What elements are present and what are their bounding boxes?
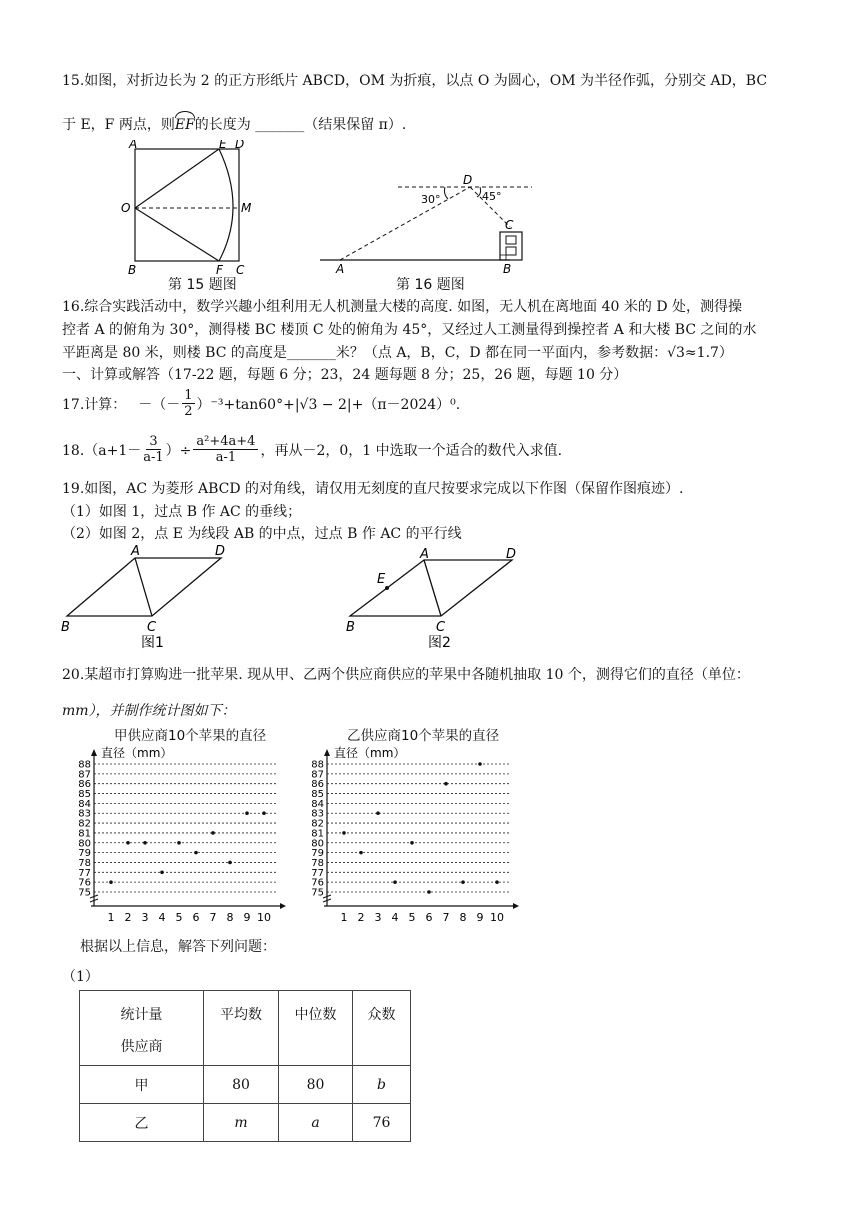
q16-label-45: 45° [482, 190, 502, 203]
q16-line3: 平距离是 80 米，则楼 BC 的高度是_______米？（点 A，B，C，D 都在同一平面内，参考数据：√3≈1.7） [62, 345, 733, 361]
x-tick-label: 4 [158, 911, 166, 922]
y-tick-label: 83 [311, 808, 324, 820]
table-row [80, 1104, 411, 1142]
q15-line2-post: 的长度为 _______（结果保留 π）. [194, 117, 407, 133]
q19-line1: 19.如图，AC 为菱形 ABCD 的对角线，请仅用无刻度的直尺按要求完成以下作图（保留作图痕迹）. [62, 481, 684, 497]
data-point [177, 841, 181, 845]
table-header-mode: 众数 [353, 991, 411, 1066]
table-row [80, 1066, 411, 1104]
fig2-label-E: E [377, 572, 386, 587]
fig2-label-C: C [436, 620, 446, 635]
y-tick-label: 86 [78, 779, 91, 791]
q17-pre: 17.计算： [62, 396, 127, 413]
q15-label-F: F [216, 263, 223, 277]
q19-figure2 [340, 540, 530, 652]
q16-line1: 16.综合实践活动中，数学兴趣小组利用无人机测量大楼的高度. 如图，无人机在离地面 40 米的 D 处，测得操 [62, 299, 743, 315]
x-tick-label: 9 [243, 911, 251, 922]
q16-label-A: A [336, 262, 345, 276]
fig1-label-B: B [61, 620, 70, 635]
y-tick-label: 76 [78, 877, 91, 889]
y-tick-label: 79 [78, 848, 91, 860]
data-point [444, 782, 448, 786]
table-header-supplier: 供应商 [120, 1039, 163, 1055]
data-point [376, 811, 380, 815]
data-point [245, 811, 249, 815]
q15-line1: 15.如图，对折边长为 2 的正方形纸片 ABCD，OM 为折痕，以点 O 为圆心，OM 为半径作弧，分别交 AD，BC [62, 73, 768, 89]
x-tick-label: 9 [476, 911, 484, 922]
q15-label-E: E [219, 140, 227, 151]
x-tick-label: 6 [425, 911, 433, 922]
fig2-caption: 图2 [428, 635, 451, 651]
x-tick-label: 8 [226, 911, 234, 922]
table-cell: 甲 [80, 1066, 204, 1104]
table-cell: 80 [279, 1066, 353, 1104]
y-axis-label: 直径（mm） [334, 746, 406, 760]
y-tick-label: 84 [311, 798, 324, 810]
data-point [126, 841, 130, 845]
y-tick-label: 86 [311, 779, 324, 791]
q16-line2: 控者 A 的俯角为 30°，测得楼 BC 楼顶 C 处的俯角为 45°，又经过人工测量得到操控者 A 和大楼 BC 之间的水 [62, 322, 757, 338]
y-tick-label: 85 [311, 789, 324, 801]
y-tick-label: 76 [311, 877, 324, 889]
q19-line3: （2）如图 2，点 E 为线段 AB 的中点，过点 B 作 AC 的平行线 [62, 526, 462, 542]
table-corner-cell [80, 991, 204, 1066]
y-tick-label: 81 [78, 828, 91, 840]
y-tick-label: 79 [311, 848, 324, 860]
table-header-mean: 平均数 [204, 991, 279, 1066]
fig1-caption: 图1 [141, 635, 164, 651]
table-cell: 乙 [80, 1104, 204, 1142]
q20-line2: mm），并制作统计图如下： [62, 703, 236, 719]
y-tick-label: 75 [78, 887, 91, 899]
table-header-stat: 统计量 [120, 1007, 163, 1023]
q20-after-charts: 根据以上信息，解答下列问题： [80, 939, 276, 955]
q15-label-M: M [241, 201, 252, 215]
fig1-label-D: D [215, 544, 226, 559]
y-tick-label: 77 [78, 867, 91, 879]
y-axis-arrow [324, 749, 330, 756]
data-point [410, 841, 414, 845]
y-tick-label: 87 [311, 769, 324, 781]
q20-part1: （1） [62, 969, 99, 985]
data-point [478, 762, 482, 766]
y-tick-label: 83 [78, 808, 91, 820]
q17 [62, 388, 460, 419]
data-point [143, 841, 147, 845]
y-tick-label: 75 [311, 887, 324, 899]
section-heading: 一、计算或解答（17-22 题，每题 6 分；23，24 题每题 8 分；25，26 题，每题 10 分） [62, 367, 628, 383]
data-point [393, 880, 397, 884]
data-point [109, 880, 113, 884]
x-tick-label: 7 [442, 911, 450, 922]
q17-expr: －（－ [138, 396, 181, 413]
q15-label-D: D [235, 140, 245, 151]
x-tick-label: 10 [257, 911, 271, 922]
q18 [62, 434, 562, 465]
q18-fraction1: 3 a-1 [143, 434, 164, 465]
fig2-label-D: D [506, 547, 517, 562]
y-tick-label: 85 [78, 789, 91, 801]
chart2-plot [305, 744, 520, 922]
q17-post: ）⁻³+tan60°+|√3 − 2|+（π－2024）⁰. [196, 396, 461, 413]
table-cell: b [353, 1066, 411, 1104]
x-axis-arrow [280, 903, 286, 909]
q16-label-30: 30° [421, 193, 441, 206]
x-tick-label: 2 [124, 911, 132, 922]
q15-label-O: O [121, 201, 131, 215]
q18-fraction2: $\frac{\text{a²+4a+4}}{a-1}$ [193, 434, 258, 465]
x-tick-label: 6 [192, 911, 200, 922]
data-point [461, 880, 465, 884]
x-tick-label: 5 [408, 911, 416, 922]
table-cell: 76 [353, 1104, 411, 1142]
data-point [495, 880, 499, 884]
x-tick-label: 2 [357, 911, 365, 922]
x-tick-label: 10 [490, 911, 504, 922]
chart1-plot [72, 744, 287, 922]
x-tick-label: 8 [459, 911, 467, 922]
fig1-label-C: C [147, 620, 157, 635]
table-cell: a [279, 1104, 353, 1142]
y-tick-label: 77 [311, 867, 324, 879]
q16-label-B: B [503, 262, 512, 276]
x-tick-label: 5 [175, 911, 183, 922]
data-point [194, 851, 198, 855]
x-tick-label: 3 [141, 911, 149, 922]
table-header-median: 中位数 [279, 991, 353, 1066]
stats-table [79, 990, 411, 1142]
q16-figure [320, 172, 535, 277]
y-tick-label: 88 [78, 759, 91, 771]
y-tick-label: 80 [311, 838, 324, 850]
x-tick-label: 1 [340, 911, 348, 922]
q18-mid: ）÷ [165, 442, 192, 459]
fig2-label-B: B [346, 620, 355, 635]
q15-caption: 第 15 题图 [168, 277, 237, 293]
q16-caption: 第 16 题图 [396, 277, 465, 293]
y-tick-label: 81 [311, 828, 324, 840]
y-axis-label: 直径（mm） [101, 746, 173, 760]
y-tick-label: 80 [78, 838, 91, 850]
q18-pre: 18.（a+1－ [62, 442, 142, 459]
x-tick-label: 7 [209, 911, 217, 922]
data-point [262, 811, 266, 815]
data-point [211, 831, 215, 835]
y-tick-label: 84 [78, 798, 91, 810]
fig2-label-A: A [420, 547, 429, 562]
y-tick-label: 78 [311, 857, 324, 869]
data-point [427, 890, 431, 894]
q15-arc-label: EF [175, 117, 195, 133]
q20-line1: 20.某超市打算购进一批苹果. 现从甲、乙两个供应商供应的苹果中各随机抽取 10 个，测得它们的直径（单位： [62, 667, 750, 683]
data-point [342, 831, 346, 835]
x-axis-arrow [513, 903, 519, 909]
x-tick-label: 4 [391, 911, 399, 922]
q19-line2: （1）如图 1，过点 B 作 AC 的垂线； [62, 504, 302, 520]
q16-label-C: C [505, 218, 514, 232]
y-tick-label: 82 [78, 818, 91, 830]
q17-fraction: 1 2 [184, 388, 193, 419]
y-axis-arrow [91, 749, 97, 756]
x-tick-label: 3 [374, 911, 382, 922]
table-cell: m [204, 1104, 279, 1142]
q15-figure [115, 140, 260, 290]
q15-label-C: C [236, 263, 245, 277]
y-tick-label: 87 [78, 769, 91, 781]
y-tick-label: 78 [78, 857, 91, 869]
chart2-title: 乙供应商10个苹果的直径 [347, 728, 500, 744]
data-point [160, 871, 164, 875]
q16-label-D: D [463, 173, 473, 187]
y-tick-label: 88 [311, 759, 324, 771]
q15-line2-pre: 于 E，F 两点，则 [62, 117, 175, 133]
x-tick-label: 1 [107, 911, 115, 922]
q15-label-B: B [128, 263, 137, 277]
q18-post: ，再从－2，0，1 中选取一个适合的数代入求值. [260, 442, 563, 459]
data-point [228, 861, 232, 865]
y-tick-label: 82 [311, 818, 324, 830]
q19-figure1 [55, 540, 245, 652]
fig1-label-A: A [131, 544, 140, 559]
q15-label-A: A [129, 140, 138, 151]
data-point [359, 851, 363, 855]
q15-line2 [62, 114, 406, 134]
chart1-title: 甲供应商10个苹果的直径 [114, 728, 267, 744]
table-cell: 80 [204, 1066, 279, 1104]
